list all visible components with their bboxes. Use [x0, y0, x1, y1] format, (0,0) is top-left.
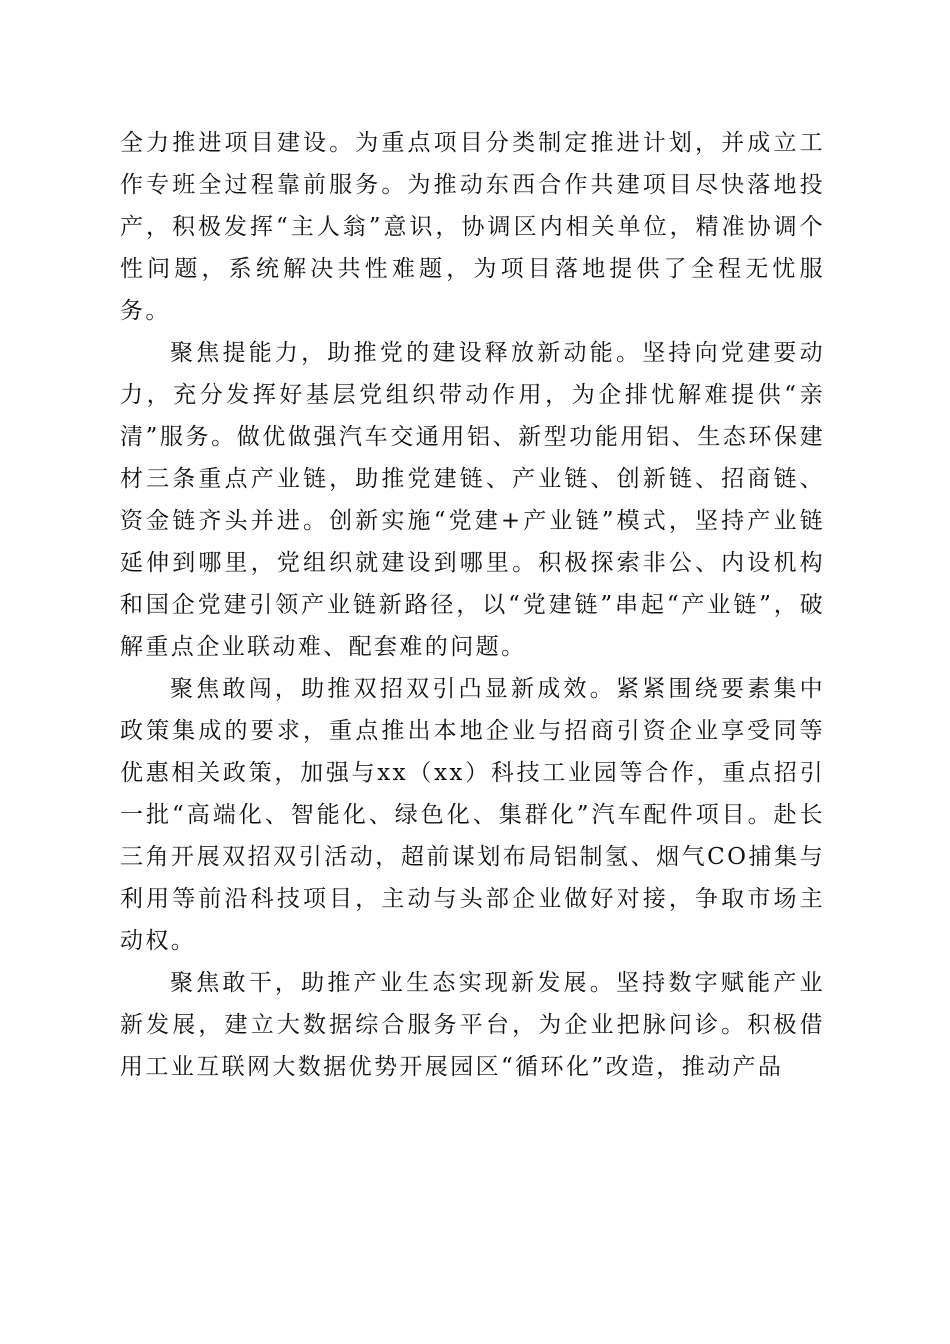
document-page [120, 122, 825, 1088]
paragraph-investment-attraction: 聚焦敢闯，助推双招双引凸显新成效。紧紧围绕要素集中政策集成的要求，重点推出本地企业与招商引资企业享受同等优惠相关政策，加强与xx（xx）科技工业园等合作，重点招引一批“高端化、智能化、绿色化、集群化”汽车配件项目。赴长三角开展双招双引活动，超前谋划布局铝制氢、烟气CO捕集与利用等前沿科技项目，主动与头部企业做好对接，争取市场主动权。 [120, 676, 825, 954]
paragraph-party-building: 聚焦提能力，助推党的建设释放新动能。坚持向党建要动力，充分发挥好基层党组织带动作用，为企排忧解难提供“亲清”服务。做优做强汽车交通用铝、新型功能用铝、生态环保建材三条重点产业链，助推党建链、产业链、创新链、招商链、资金链齐头并进。创新实施“党建+产业链”模式，坚持产业链延伸到哪里，党组织就建设到哪里。积极探索非公、内设机构和国企党建引领产业链新路径，以“党建链”串起“产业链”，破解重点企业联动难、配套难的问题。 [120, 340, 825, 660]
paragraph-project-construction: 全力推进项目建设。为重点项目分类制定推进计划，并成立工作专班全过程靠前服务。为推动东西合作共建项目尽快落地投产，积极发挥“主人翁”意识，协调区内相关单位，精准协调个性问题，系统解决共性难题，为项目落地提供了全程无忧服务。 [120, 130, 825, 324]
paragraph-industrial-ecology: 聚焦敢干，助推产业生态实现新发展。坚持数字赋能产业新发展，建立大数据综合服务平台，为企业把脉问诊。积极借用工业互联网大数据优势开展园区“循环化”改造，推动产品 [120, 970, 825, 1080]
